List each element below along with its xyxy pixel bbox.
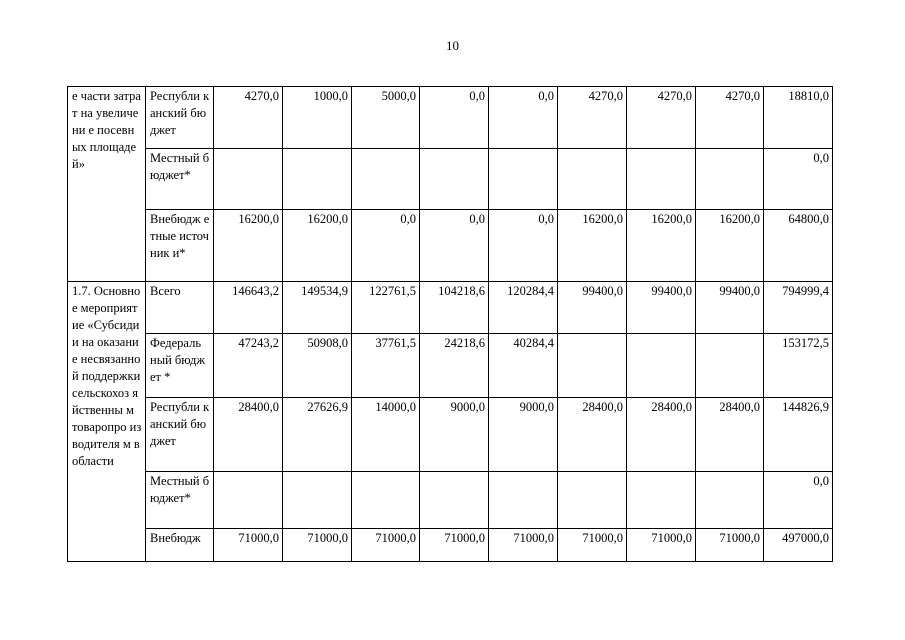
table-row (68, 472, 833, 529)
value-cell (352, 149, 420, 210)
value-cell: 9000,0 (420, 398, 489, 472)
funding-source-cell: Внебюдж етные источник и* (146, 210, 214, 282)
value-cell (214, 149, 283, 210)
value-cell: 146643,2 (214, 282, 283, 334)
value-cell: 37761,5 (352, 334, 420, 398)
value-cell (420, 149, 489, 210)
funding-source-cell: Республи канский бюджет (146, 87, 214, 149)
funding-source-cell: Республи канский бюджет (146, 398, 214, 472)
value-cell: 104218,6 (420, 282, 489, 334)
table-row (68, 87, 833, 149)
value-cell: 4270,0 (696, 87, 764, 149)
value-cell (696, 149, 764, 210)
value-cell: 28400,0 (627, 398, 696, 472)
total-value-cell: 144826,9 (764, 398, 833, 472)
value-cell: 28400,0 (214, 398, 283, 472)
value-cell (283, 472, 352, 529)
value-cell: 99400,0 (558, 282, 627, 334)
value-cell (352, 472, 420, 529)
total-value-cell: 794999,4 (764, 282, 833, 334)
value-cell: 71000,0 (558, 529, 627, 562)
measure-description-cell: 1.7. Основное мероприят ие «Субсидии на оказание несвязанно й поддержки сельскохоз яйственны м товаропро изводителя м в области (68, 282, 146, 562)
value-cell (489, 472, 558, 529)
value-cell: 16200,0 (214, 210, 283, 282)
measure-description-cell: е части затрат на увеличени е посевных площадей» (68, 87, 146, 282)
table-body (68, 87, 833, 562)
value-cell: 9000,0 (489, 398, 558, 472)
funding-source-cell: Местный бюджет* (146, 149, 214, 210)
value-cell: 71000,0 (627, 529, 696, 562)
funding-source-cell: Федераль ный бюджет * (146, 334, 214, 398)
funding-source-cell: Местный бюджет* (146, 472, 214, 529)
value-cell: 71000,0 (283, 529, 352, 562)
value-cell: 16200,0 (627, 210, 696, 282)
value-cell (627, 472, 696, 529)
funding-source-cell: Внебюдж (146, 529, 214, 562)
value-cell: 71000,0 (352, 529, 420, 562)
total-value-cell: 0,0 (764, 149, 833, 210)
value-cell (558, 149, 627, 210)
value-cell: 16200,0 (283, 210, 352, 282)
value-cell: 122761,5 (352, 282, 420, 334)
value-cell: 0,0 (489, 87, 558, 149)
value-cell: 14000,0 (352, 398, 420, 472)
value-cell: 0,0 (420, 87, 489, 149)
table-row (68, 529, 833, 562)
value-cell: 5000,0 (352, 87, 420, 149)
table-row (68, 149, 833, 210)
value-cell: 28400,0 (558, 398, 627, 472)
value-cell (558, 472, 627, 529)
total-value-cell: 64800,0 (764, 210, 833, 282)
value-cell (283, 149, 352, 210)
value-cell: 149534,9 (283, 282, 352, 334)
value-cell: 4270,0 (214, 87, 283, 149)
value-cell: 0,0 (420, 210, 489, 282)
value-cell (696, 472, 764, 529)
total-value-cell: 0,0 (764, 472, 833, 529)
value-cell (489, 149, 558, 210)
budget-table (67, 86, 833, 562)
value-cell: 0,0 (352, 210, 420, 282)
value-cell: 24218,6 (420, 334, 489, 398)
value-cell: 28400,0 (696, 398, 764, 472)
value-cell: 1000,0 (283, 87, 352, 149)
value-cell: 71000,0 (696, 529, 764, 562)
value-cell: 27626,9 (283, 398, 352, 472)
table-row (68, 398, 833, 472)
value-cell (696, 334, 764, 398)
table-row (68, 210, 833, 282)
value-cell: 99400,0 (696, 282, 764, 334)
value-cell: 120284,4 (489, 282, 558, 334)
value-cell (214, 472, 283, 529)
value-cell: 16200,0 (696, 210, 764, 282)
value-cell (627, 334, 696, 398)
total-value-cell: 497000,0 (764, 529, 833, 562)
value-cell: 4270,0 (627, 87, 696, 149)
value-cell: 71000,0 (214, 529, 283, 562)
value-cell (558, 334, 627, 398)
value-cell: 4270,0 (558, 87, 627, 149)
value-cell: 0,0 (489, 210, 558, 282)
value-cell: 47243,2 (214, 334, 283, 398)
total-value-cell: 153172,5 (764, 334, 833, 398)
budget-table-container (67, 86, 833, 562)
value-cell (420, 472, 489, 529)
table-row (68, 282, 833, 334)
funding-source-cell: Всего (146, 282, 214, 334)
page-number: 10 (446, 38, 459, 53)
value-cell: 71000,0 (489, 529, 558, 562)
value-cell (627, 149, 696, 210)
value-cell: 99400,0 (627, 282, 696, 334)
value-cell: 71000,0 (420, 529, 489, 562)
value-cell: 16200,0 (558, 210, 627, 282)
table-row (68, 334, 833, 398)
value-cell: 50908,0 (283, 334, 352, 398)
total-value-cell: 18810,0 (764, 87, 833, 149)
value-cell: 40284,4 (489, 334, 558, 398)
